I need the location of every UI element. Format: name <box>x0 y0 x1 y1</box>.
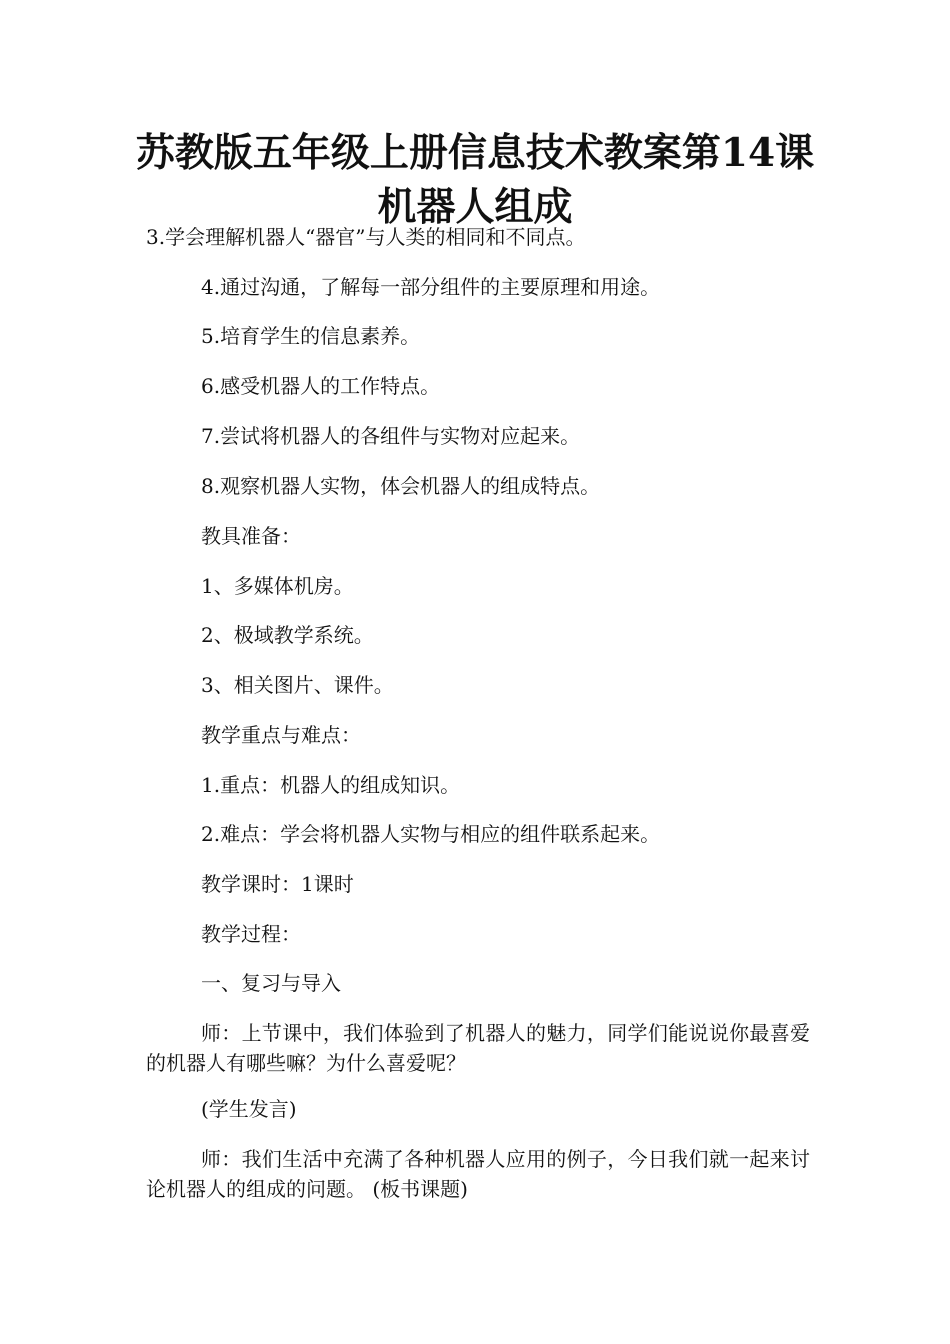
key-point-2: 2.难点：学会将机器人实物与相应的组件联系起来。 <box>201 822 661 846</box>
teacher-paragraph-1: 师：上节课中，我们体验到了机器人的魅力，同学们能说说你最喜爱的机器人有哪些嘛？为什么喜爱呢？ <box>146 1021 810 1075</box>
subsection-heading-review: 一、复习与导入 <box>201 971 341 995</box>
objective-8: 8.观察机器人实物，体会机器人的组成特点。 <box>201 474 601 498</box>
objective-6: 6.感受机器人的工作特点。 <box>201 374 441 398</box>
material-item-3: 3、相关图片、课件。 <box>201 673 394 697</box>
section-heading-materials: 教具准备： <box>201 524 301 548</box>
section-heading-process: 教学过程： <box>201 922 301 946</box>
objective-5: 5.培育学生的信息素养。 <box>201 324 421 348</box>
teacher-paragraph-2: 师：我们生活中充满了各种机器人应用的例子，今日我们就一起来讨论机器人的组成的问题。 (板书课题) <box>146 1147 810 1201</box>
material-item-1: 1、多媒体机房。 <box>201 574 354 598</box>
student-note: (学生发言) <box>201 1097 297 1121</box>
objective-3: 3.学会理解机器人“器官”与人类的相同和不同点。 <box>146 225 586 249</box>
material-item-2: 2、极域教学系统。 <box>201 623 374 647</box>
class-hours: 教学课时：1课时 <box>201 872 354 896</box>
key-point-1: 1.重点：机器人的组成知识。 <box>201 773 461 797</box>
objective-7: 7.尝试将机器人的各组件与实物对应起来。 <box>201 424 581 448</box>
document-title: 苏教版五年级上册信息技术教案第14课 机器人组成 <box>135 130 815 230</box>
objective-4: 4.通过沟通，了解每一部分组件的主要原理和用途。 <box>201 275 661 299</box>
section-heading-key-points: 教学重点与难点： <box>201 723 361 747</box>
